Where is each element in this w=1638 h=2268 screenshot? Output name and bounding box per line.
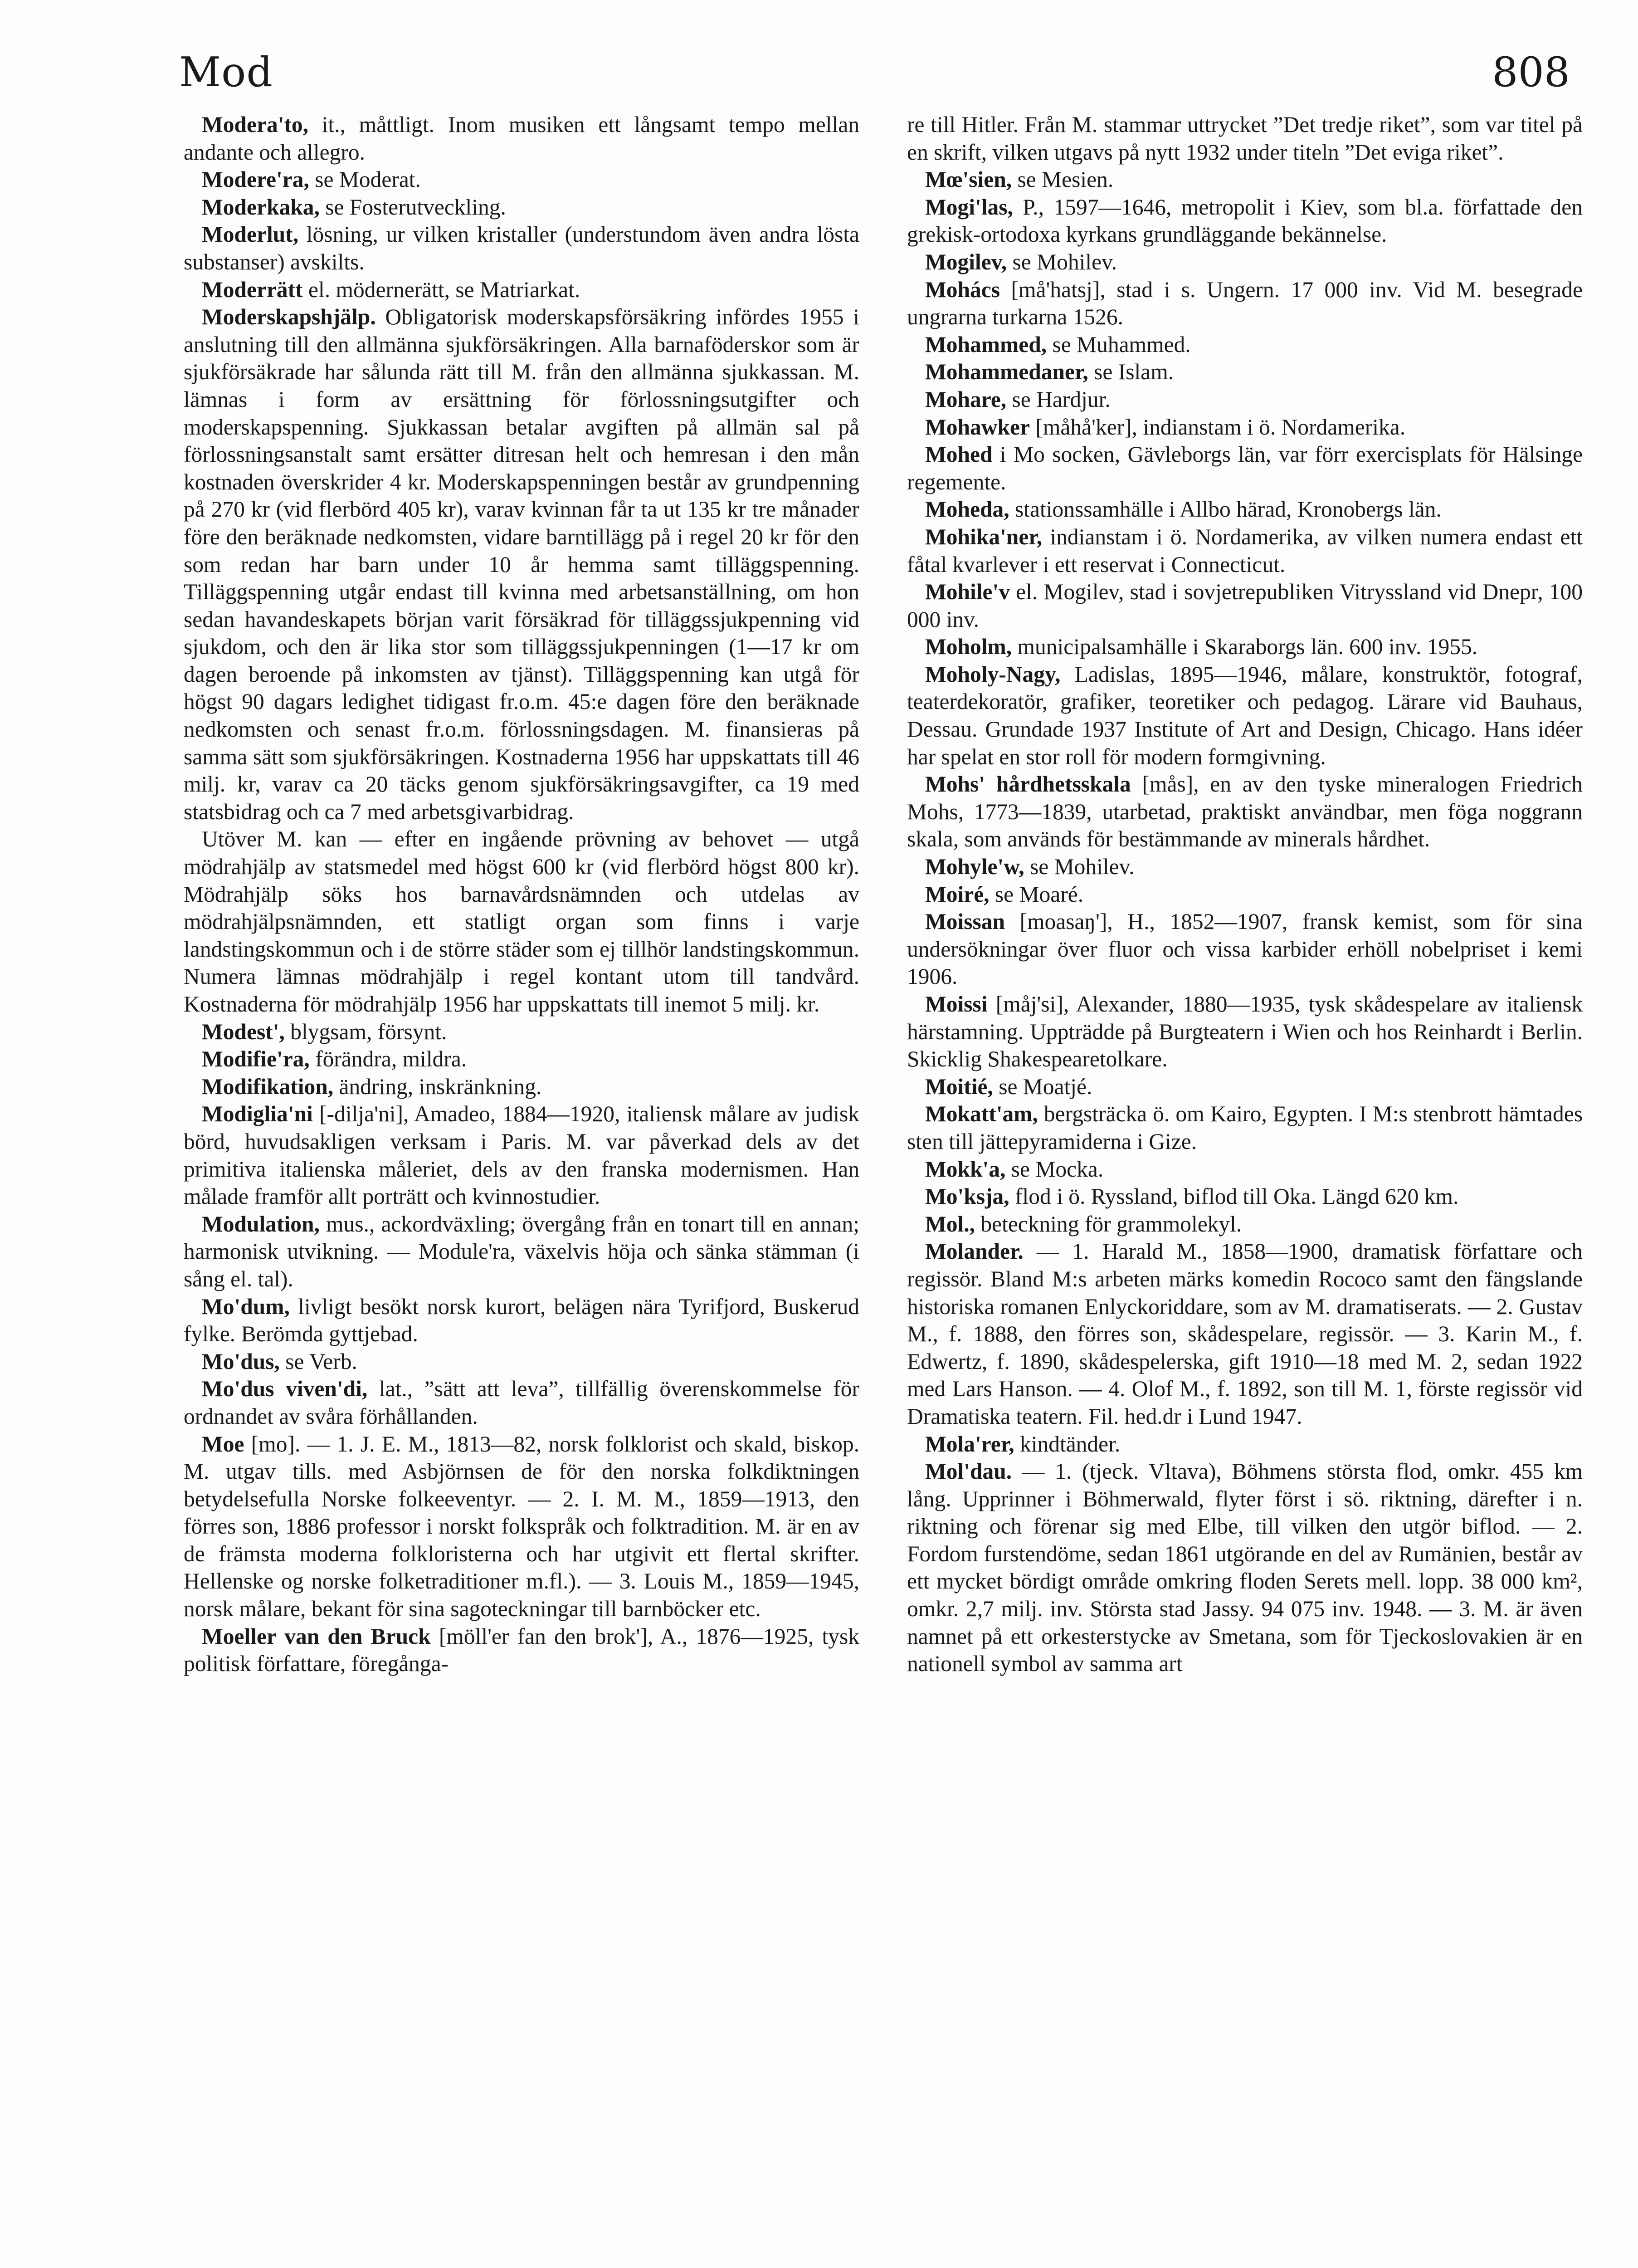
dictionary-entry (907, 1073, 1583, 1101)
entry-headword: Mo'dum, (202, 1294, 290, 1319)
entry-headword: Mol., (925, 1211, 975, 1237)
dictionary-entry (184, 1100, 859, 1210)
entry-headword: Modulation, (202, 1211, 320, 1237)
entry-headword: Moholy-Nagy, (925, 661, 1061, 687)
entry-definition: Ladislas, 1895—1946, målare, konstruktör, fotograf, teaterdekoratör, grafiker, teoretiker och pedagog. Lärare vid Bauhaus, Dessau. Grundade 1937 Institute of Art and Design, Chicago. Hans idéer har spelat en stor roll för modern formgivning. (907, 661, 1583, 769)
dictionary-entry (184, 1211, 859, 1293)
dictionary-entry (184, 1375, 859, 1430)
entry-definition: se Moatjé. (993, 1074, 1092, 1099)
dictionary-entry (907, 1156, 1583, 1183)
entry-headword: Modera'to, (202, 112, 309, 137)
dictionary-entry (184, 1073, 859, 1101)
entry-definition: förändra, mildra. (309, 1046, 467, 1072)
entry-definition: — 1. (tjeck. Vltava), Böhmens största flod, omkr. 455 km lång. Upprinner i Böhmerwald, flyter först i sö. riktning, därefter i n. riktning och förenar sig med Elbe, till vilken den utgör biflod. — 2. Fordom furstendöme, sedan 1861 utgörande en del av Rumänien, består av ett mycket bördigt område omkring floden Serets mell. lopp. 38 000 km², omkr. 2,7 milj. inv. Största stad Jassy. 94 075 inv. 1948. — 3. M. är även namnet på ett orkesterstycke av Smetana, som för Tjeckoslovakien är en nationell symbol av samma art (907, 1459, 1583, 1677)
entry-definition: bergsträcka ö. om Kairo, Egypten. I M:s stenbrott hämtades sten till jättepyramiderna i Gize. (907, 1101, 1583, 1154)
running-head-word: Mod (179, 49, 273, 96)
entry-headword: Moheda, (925, 497, 1009, 522)
entry-headword: Moeller van den Bruck (202, 1623, 431, 1649)
dictionary-entry (907, 1431, 1583, 1458)
entry-definition: [mo]. — 1. J. E. M., 1813—82, norsk folklorist och skald, biskop. M. utgav tills. med Asbjörnsen de för den norska folkdiktningen betydelsefulla Norske folkeeventyr. — 2. I. M. M., 1859—1913, den förres son, 1886 professor i norskt folkspråk och folktradition. M. är en av de främsta moderna folkloristerna och har utgivit ett flertal skrifter. Hellenske og norske folketraditioner m.fl.). — 3. Louis M., 1859—1945, norsk målare, bekant för sina sagoteckningar till barnböcker etc. (184, 1431, 859, 1622)
dictionary-entry (907, 1211, 1583, 1238)
left-column (184, 111, 859, 1678)
dictionary-entry (184, 1293, 859, 1348)
entry-headword: Modifie'ra, (202, 1046, 310, 1072)
entry-definition: [må'hatsj], stad i s. Ungern. 17 000 inv. Vid M. besegrade ungrarna turkarna 1526. (907, 277, 1583, 330)
entry-headword: Mogi'las, (925, 194, 1013, 220)
entry-definition: se Mesien. (1012, 167, 1114, 192)
entry-headword: Moissan (925, 909, 1005, 934)
dictionary-entry (907, 441, 1583, 496)
entry-definition: se Verb. (279, 1349, 357, 1374)
entry-headword: Moderskapshjälp. (202, 304, 376, 330)
entry-headword: Mohawker (925, 414, 1030, 440)
entry-headword: Moholm, (925, 634, 1012, 660)
entry-definition: stationssamhälle i Allbo härad, Kronobergs län. (1009, 497, 1442, 522)
entry-headword: Mogilev, (925, 249, 1007, 274)
entry-headword: Moe (202, 1431, 244, 1457)
dictionary-entry (907, 578, 1583, 633)
entry-definition: municipalsamhälle i Skaraborgs län. 600 inv. 1955. (1012, 634, 1478, 660)
entry-headword: Mohare, (925, 386, 1007, 412)
entry-headword: Modifikation, (202, 1074, 334, 1099)
dictionary-entry (184, 826, 859, 1018)
dictionary-entry (907, 771, 1583, 853)
dictionary-entry (184, 221, 859, 276)
dictionary-entry (907, 523, 1583, 578)
dictionary-entry (907, 331, 1583, 359)
entry-headword: Molander. (925, 1239, 1024, 1264)
dictionary-entry (184, 1623, 859, 1678)
page-number: 808 (1492, 49, 1570, 96)
dictionary-entry (907, 881, 1583, 909)
entry-definition: [möll'er fan den brok'], A., 1876—1925, tysk politisk författare, föregånga- (184, 1623, 859, 1677)
entry-headword: Moitié, (925, 1074, 993, 1099)
dictionary-entry (907, 276, 1583, 331)
entry-headword: Moiré, (925, 881, 990, 907)
entry-definition: Utöver M. kan — efter en ingående prövning av behovet — utgå mödrahjälp av statsmedel med högst 600 kr (vid flerbörd högst 800 kr). Mödrahjälp söks hos barnavårdsnämnden och utdelas av mödrahjälpsnämnden, ett statligt organ som finns i varje landstingskommun och i de större städer som ej tillhör landstingskommun. Numera lämnas mödrahjälp i regel kontant utom till tandvård. Kostnaderna för mödrahjälp 1956 har uppskattats till inemot 5 milj. kr. (184, 826, 859, 1017)
dictionary-entry (184, 303, 859, 826)
entry-definition: se Moderat. (309, 167, 421, 192)
dictionary-entry (907, 194, 1583, 249)
entry-definition: se Moaré. (989, 881, 1084, 907)
entry-headword: Mohammedaner, (925, 359, 1088, 385)
entry-definition: ändring, inskränkning. (333, 1074, 542, 1099)
entry-definition: se Mocka. (1005, 1156, 1104, 1182)
entry-headword: Mo'dus, (202, 1349, 280, 1374)
dictionary-entry (907, 853, 1583, 881)
entry-headword: Mola'rer, (925, 1431, 1014, 1457)
entry-definition: beteckning för grammolekyl. (975, 1211, 1242, 1237)
entry-definition: indianstam i ö. Nordamerika, av vilken numera endast ett fåtal kvarlever i ett reservat i Connecticut. (907, 524, 1583, 577)
entry-definition: mus., ackordväxling; övergång från en tonart till en annan; harmonisk utvikning. — Module'ra, växelvis höja och sänka stämman (i sång el. tal). (184, 1211, 859, 1291)
dictionary-entry (907, 166, 1583, 194)
dictionary-entry (907, 414, 1583, 441)
entry-headword: Mohed (925, 442, 993, 467)
dictionary-entry (907, 111, 1583, 166)
entry-headword: Moderlut, (202, 222, 299, 247)
entry-definition: [mås], en av den tyske mineralogen Friedrich Mohs, 1773—1839, utarbetad, praktiskt användbar, men föga noggrann skala, som används för bestämmande av minerals hårdhet. (907, 772, 1583, 852)
entry-definition: livligt besökt norsk kurort, belägen nära Tyrifjord, Buskerud fylke. Berömda gyttjebad. (184, 1294, 859, 1347)
right-column (907, 111, 1583, 1678)
entry-headword: Moissi (925, 992, 988, 1017)
entry-definition: P., 1597—1646, metropolit i Kiev, som bl.a. författade den grekisk-ortodoxa kyrkans grundläggande bekännelse. (907, 194, 1583, 247)
entry-headword: Moderkaka, (202, 194, 320, 220)
dictionary-entry (907, 633, 1583, 661)
entry-headword: Modest', (202, 1019, 285, 1044)
entry-headword: Mohika'ner, (925, 524, 1043, 549)
entry-definition: [-dilja'ni], Amadeo, 1884—1920, italiensk målare av judisk börd, huvudsakligen verksam i Paris. M. var påverkad dels av det primitiva italienska måleriet, dels av den franska modernismen. Han målade framför allt porträtt och kvinnostudier. (184, 1101, 859, 1209)
entry-headword: Mokatt'am, (925, 1101, 1038, 1127)
dictionary-entry (907, 991, 1583, 1073)
dictionary-entry (907, 661, 1583, 771)
entry-headword: Modiglia'ni (202, 1101, 313, 1127)
entry-headword: Mohács (925, 277, 1000, 302)
entry-definition: Obligatorisk moderskapsförsäkring infördes 1955 i anslutning till den allmänna sjukförsäkringen. Alla barnaföderskor som är sjukförsäkrade har sålunda rätt till M. från den allmänna sjukkassan. M. lämnas i form av ersättning för förlossningsutgifter och moderskapspenning. Sjukkassan betalar avgiften på allmän sal på förlossningsanstalt samt ersätter ditresan helt och hemresan i den mån kostnaden överskrider 4 kr. Moderskapspenningen består av grundpenning på 270 kr (vid flerbörd 405 kr), varav kvinnan får ta ut 135 kr tre månader före den beräknade nedkomsten, vidare barntillägg på i regel 20 kr för den som redan har barn under 10 år hemma samt tilläggspenning. Tilläggspenning utgår endast till kvinna med arbetsanställning, om hon sedan havandeskapets början varit försäkrad för tilläggssjukpenning vid sjukdom, och den är lika stor som tilläggssjukpenningen (1—17 kr om dagen beroende på inkomsten av tjänst). Tilläggspenning kan utgå för högst 90 dagars ledighet tidigast fr.o.m. 45:e dagen före den beräknade nedkomsten och senast fr.o.m. förlossningsdagen. M. finansieras på samma sätt som sjukförsäkringen. Kostnaderna 1956 har uppskattats till 46 milj. kr, varav ca 20 täcks genom sjukförsäkringsavgifter, ca 19 med statsbidrag och ca 7 med arbetsgivarbidrag. (184, 304, 859, 824)
entry-definition: [måj'si], Alexander, 1880—1935, tysk skådespelare av italiensk härstamning. Uppträdde på Burgteatern i Wien och hos Reinhardt i Berlin. Skicklig Shakespearetolkare. (907, 992, 1583, 1072)
entry-headword: Mohammed, (925, 332, 1047, 357)
entry-headword: Mœ'sien, (925, 167, 1012, 192)
entry-definition: it., måttligt. Inom musiken ett långsamt tempo mellan andante och allegro. (184, 112, 859, 165)
entry-definition: se Islam. (1088, 359, 1174, 385)
dictionary-entry (184, 194, 859, 221)
entry-headword: Mohyle'w, (925, 854, 1024, 880)
running-head (179, 37, 1570, 96)
entry-headword: Moderrätt (202, 277, 303, 302)
dictionary-entry (907, 358, 1583, 386)
dictionary-entry (184, 1348, 859, 1376)
dictionary-entry (184, 1431, 859, 1623)
entry-definition: lat., ”sätt att leva”, tillfällig överenskommelse för ordnandet av svåra förhållanden. (184, 1376, 859, 1429)
dictionary-entry (907, 496, 1583, 523)
entry-definition: el. Mogilev, stad i sovjetrepubliken Vitryssland vid Dnepr, 100 000 inv. (907, 579, 1583, 632)
entry-definition: se Mohilev. (1024, 854, 1135, 880)
entry-definition: lösning, ur vilken kristaller (understundom även andra lösta substanser) avskilts. (184, 222, 859, 274)
dictionary-entry (907, 1183, 1583, 1211)
dictionary-entry (907, 1238, 1583, 1430)
dictionary-entry (184, 111, 859, 166)
dictionary-entry (184, 1046, 859, 1073)
entry-headword: Mohile'v (925, 579, 1010, 605)
dictionary-entry (907, 1100, 1583, 1155)
entry-definition: — 1. Harald M., 1858—1900, dramatisk författare och regissör. Bland M:s arbeten märks komedin Rococo samt den fängslande historiska romanen Enlyckoriddare, som av M. dramatiserats. — 2. Gustav M., f. 1888, den förres son, skådespelare, regissör. — 3. Karin M., f. Edwertz, f. 1890, skådespelerska, gift 1910—18 med M. 2, sedan 1922 med Lars Hanson. — 4. Olof M., f. 1892, son till M. 1, förste regissör vid Dramatiska teatern. Fil. hed.dr i Lund 1947. (907, 1239, 1583, 1429)
entry-headword: Mohs' hårdhetsskala (925, 772, 1131, 797)
dictionary-entry (907, 908, 1583, 991)
dictionary-entry (907, 386, 1583, 414)
entry-definition: se Muhammed. (1047, 332, 1191, 357)
entry-definition: re till Hitler. Från M. stammar uttrycket ”Det tredje riket”, som var titel på en skrift, vilken utgavs på nytt 1932 under titeln ”Det eviga riket”. (907, 112, 1583, 165)
dictionary-entry (907, 1458, 1583, 1678)
entry-definition: blygsam, försynt. (284, 1019, 447, 1044)
entry-definition: kindtänder. (1014, 1431, 1121, 1457)
entry-definition: se Fosterutveckling. (319, 194, 506, 220)
entry-definition: flod i ö. Ryssland, biflod till Oka. Längd 620 km. (1009, 1184, 1459, 1209)
entry-definition: se Mohilev. (1007, 249, 1117, 274)
entry-headword: Mol'dau. (925, 1459, 1012, 1484)
entry-definition: [moasaŋ'], H., 1852—1907, fransk kemist, som för sina undersökningar över fluor och vissa karbider erhöll nobelpriset i kemi 1906. (907, 909, 1583, 989)
entry-definition: se Hardjur. (1006, 386, 1111, 412)
entry-definition: [måhå'ker], indianstam i ö. Nordamerika. (1029, 414, 1406, 440)
entry-headword: Mo'dus viven'di, (202, 1376, 368, 1402)
dictionary-entry (184, 166, 859, 194)
entry-definition: el. mödernerätt, se Matriarkat. (302, 277, 580, 302)
entry-headword: Mokk'a, (925, 1156, 1006, 1182)
dictionary-entry (907, 249, 1583, 276)
entry-headword: Modere'ra, (202, 167, 309, 192)
entry-headword: Mo'ksja, (925, 1184, 1009, 1209)
dictionary-entry (184, 1018, 859, 1046)
dictionary-entry (184, 276, 859, 304)
entry-definition: i Mo socken, Gävleborgs län, var förr exercisplats för Hälsinge regemente. (907, 442, 1583, 494)
